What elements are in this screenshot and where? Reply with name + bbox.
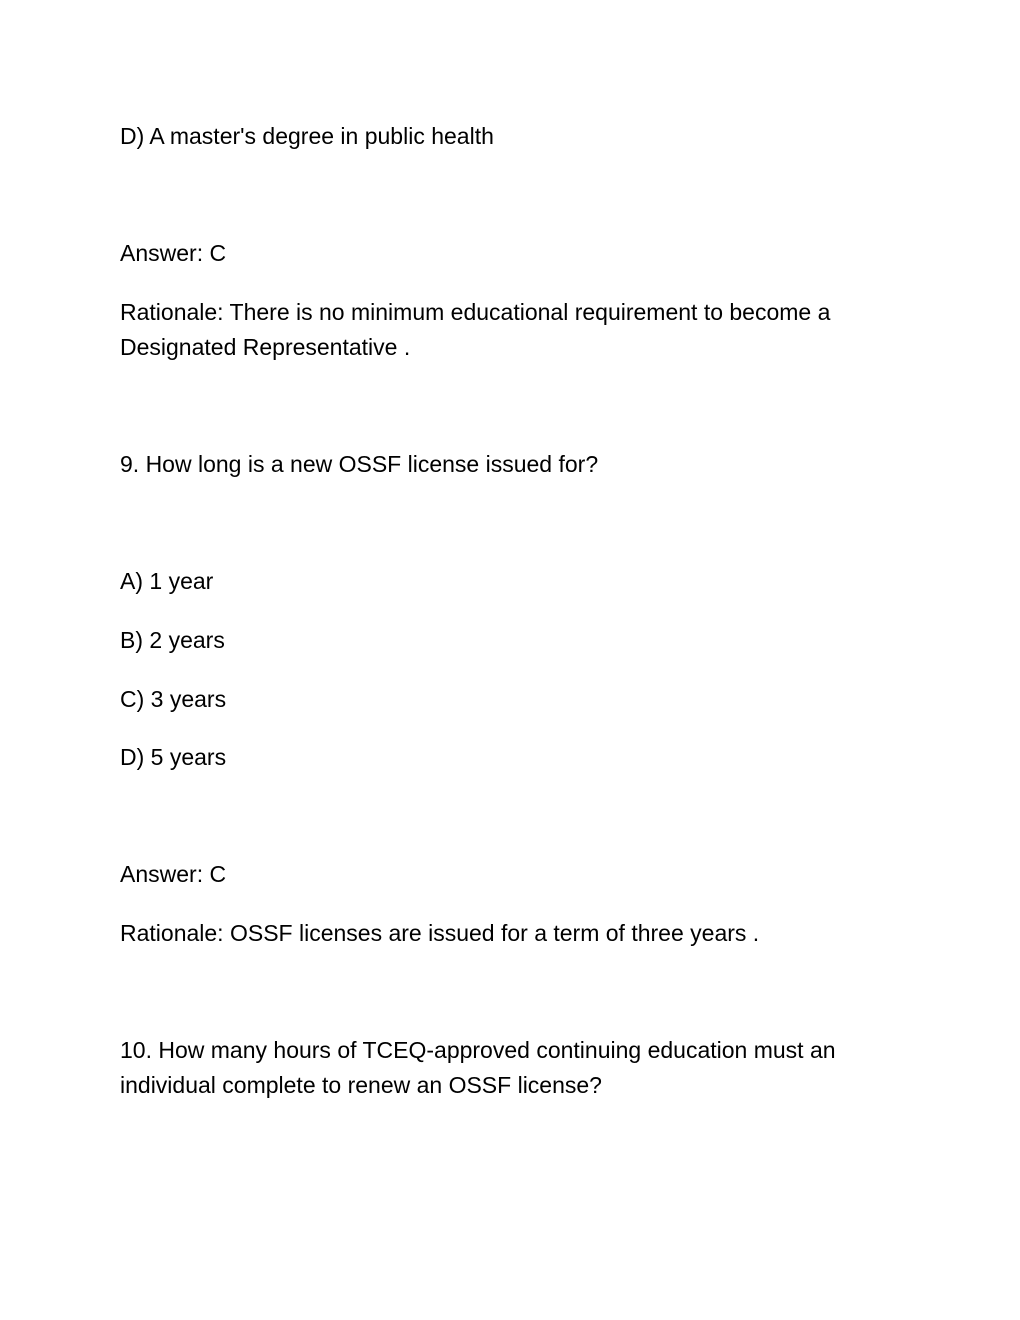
q8-answer: Answer: C [120,240,227,266]
q8-rationale: Rationale: There is no minimum educational requirement to become a Designated Representative . [120,299,831,360]
q9-option-a: A) 1 year [120,568,214,594]
q10-question: 10. How many hours of TCEQ-approved continuing education must an individual complete to renew an OSSF license? [120,1037,836,1098]
q9-question: 9. How long is a new OSSF license issued for? [120,451,599,477]
previous-option-d: D) A master's degree in public health [120,123,494,149]
q9-option-d: D) 5 years [120,744,227,770]
q9-rationale: Rationale: OSSF licenses are issued for a term of three years . [120,920,760,946]
q9-option-b: B) 2 years [120,627,225,653]
q9-option-c: C) 3 years [120,686,227,712]
q9-answer: Answer: C [120,861,227,887]
